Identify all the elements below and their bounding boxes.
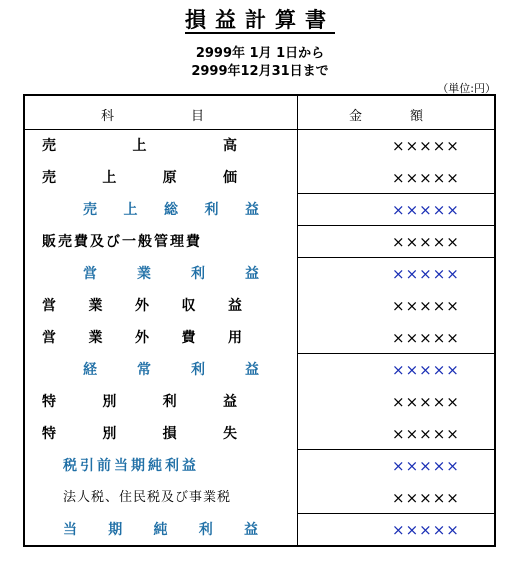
statement-title-text: 損益計算書 xyxy=(185,8,335,32)
row-label-char: 益 xyxy=(228,298,242,314)
row-label-char: 益 xyxy=(222,394,237,410)
row-label xyxy=(83,354,259,386)
row-label-char: 経 xyxy=(83,362,97,378)
row-label-char: 利 xyxy=(191,362,205,378)
row-label-char: 別 xyxy=(102,426,117,442)
row-label-char: 利 xyxy=(198,522,213,538)
row-label-char: 営 xyxy=(83,266,97,282)
row-label-char: 原 xyxy=(162,170,177,186)
row-label-char: 益 xyxy=(245,202,259,218)
row-label xyxy=(42,290,242,322)
row-label-char: 売 xyxy=(42,170,56,186)
row-label-char: 外 xyxy=(135,330,149,346)
period-from: 2999年 1月 1日から xyxy=(195,46,325,61)
table-row xyxy=(25,482,494,514)
table-row xyxy=(25,354,494,386)
row-amount: ××××× xyxy=(392,265,460,283)
row-label-char: 利 xyxy=(162,394,177,410)
statement-title xyxy=(0,4,520,34)
row-label-char: 益 xyxy=(244,522,258,538)
row-amount: ××××× xyxy=(392,169,460,187)
table-row xyxy=(25,130,494,162)
table-row xyxy=(25,290,494,322)
row-label-char: 外 xyxy=(135,298,149,314)
row-label xyxy=(63,514,258,546)
row-label-char: 業 xyxy=(88,298,103,314)
row-label-char: 上 xyxy=(132,138,147,154)
row-label-char: 売 xyxy=(83,202,97,218)
row-amount: ××××× xyxy=(392,233,460,251)
row-label xyxy=(42,162,237,194)
row-label xyxy=(83,258,259,290)
row-label-char: 上 xyxy=(102,170,117,186)
row-amount: ××××× xyxy=(392,393,460,411)
row-label: 法人税、住民税及び事業税 xyxy=(63,490,232,505)
row-amount: ××××× xyxy=(392,329,460,347)
row-label-char: 業 xyxy=(88,330,103,346)
table-row xyxy=(25,194,494,226)
row-label-char: 純 xyxy=(153,522,168,538)
row-label-char: 益 xyxy=(245,362,259,378)
row-label-char: 利 xyxy=(191,266,205,282)
row-label-char: 特 xyxy=(42,394,56,410)
header-item-2: 目 xyxy=(191,109,205,124)
row-label-char: 利 xyxy=(204,202,219,218)
row-label: 販売費及び一般管理費 xyxy=(42,234,202,250)
row-label-char: 収 xyxy=(181,298,196,314)
header-amount-2: 額 xyxy=(410,109,424,124)
header-item-1: 科 xyxy=(101,109,115,124)
row-label: 税引前当期純利益 xyxy=(63,458,199,474)
row-label-char: 損 xyxy=(162,426,177,442)
row-label-char: 益 xyxy=(245,266,259,282)
row-label-char: 上 xyxy=(123,202,138,218)
row-label xyxy=(42,386,237,418)
row-amount: ××××× xyxy=(392,361,460,379)
row-amount: ××××× xyxy=(392,457,460,475)
row-label-char: 常 xyxy=(137,362,151,378)
row-amount: ××××× xyxy=(392,297,460,315)
table-row xyxy=(25,258,494,290)
row-label-char: 売 xyxy=(42,138,56,154)
row-label-char: 失 xyxy=(222,426,237,442)
row-amount: ××××× xyxy=(392,521,460,539)
row-label xyxy=(42,130,237,162)
table-header xyxy=(25,96,494,130)
row-label-char: 営 xyxy=(42,330,56,346)
table-row xyxy=(25,514,494,546)
row-label-char: 別 xyxy=(102,394,117,410)
row-label-char: 期 xyxy=(108,522,123,538)
period-to: 2999年12月31日まで xyxy=(191,64,329,79)
row-label xyxy=(83,194,259,226)
table-row xyxy=(25,226,494,258)
row-label-char: 費 xyxy=(181,330,196,346)
row-label-char: 営 xyxy=(42,298,56,314)
table-row xyxy=(25,450,494,482)
table-row xyxy=(25,386,494,418)
row-amount: ××××× xyxy=(392,489,460,507)
row-amount: ××××× xyxy=(392,137,460,155)
row-label xyxy=(42,322,242,354)
row-label xyxy=(42,418,237,450)
row-label-char: 当 xyxy=(63,522,77,538)
row-label-char: 業 xyxy=(137,266,151,282)
row-label-char: 高 xyxy=(223,138,237,154)
row-label-char: 用 xyxy=(228,330,242,346)
row-amount: ××××× xyxy=(392,201,460,219)
income-statement-table xyxy=(23,94,496,547)
row-label-char: 特 xyxy=(42,426,56,442)
unit-label: （単位:円） xyxy=(437,82,496,95)
table-row xyxy=(25,162,494,194)
row-amount: ××××× xyxy=(392,425,460,443)
table-row xyxy=(25,418,494,450)
row-label-char: 総 xyxy=(164,202,178,218)
table-row xyxy=(25,322,494,354)
row-label-char: 価 xyxy=(222,170,237,186)
header-amount-1: 金 xyxy=(349,109,363,124)
